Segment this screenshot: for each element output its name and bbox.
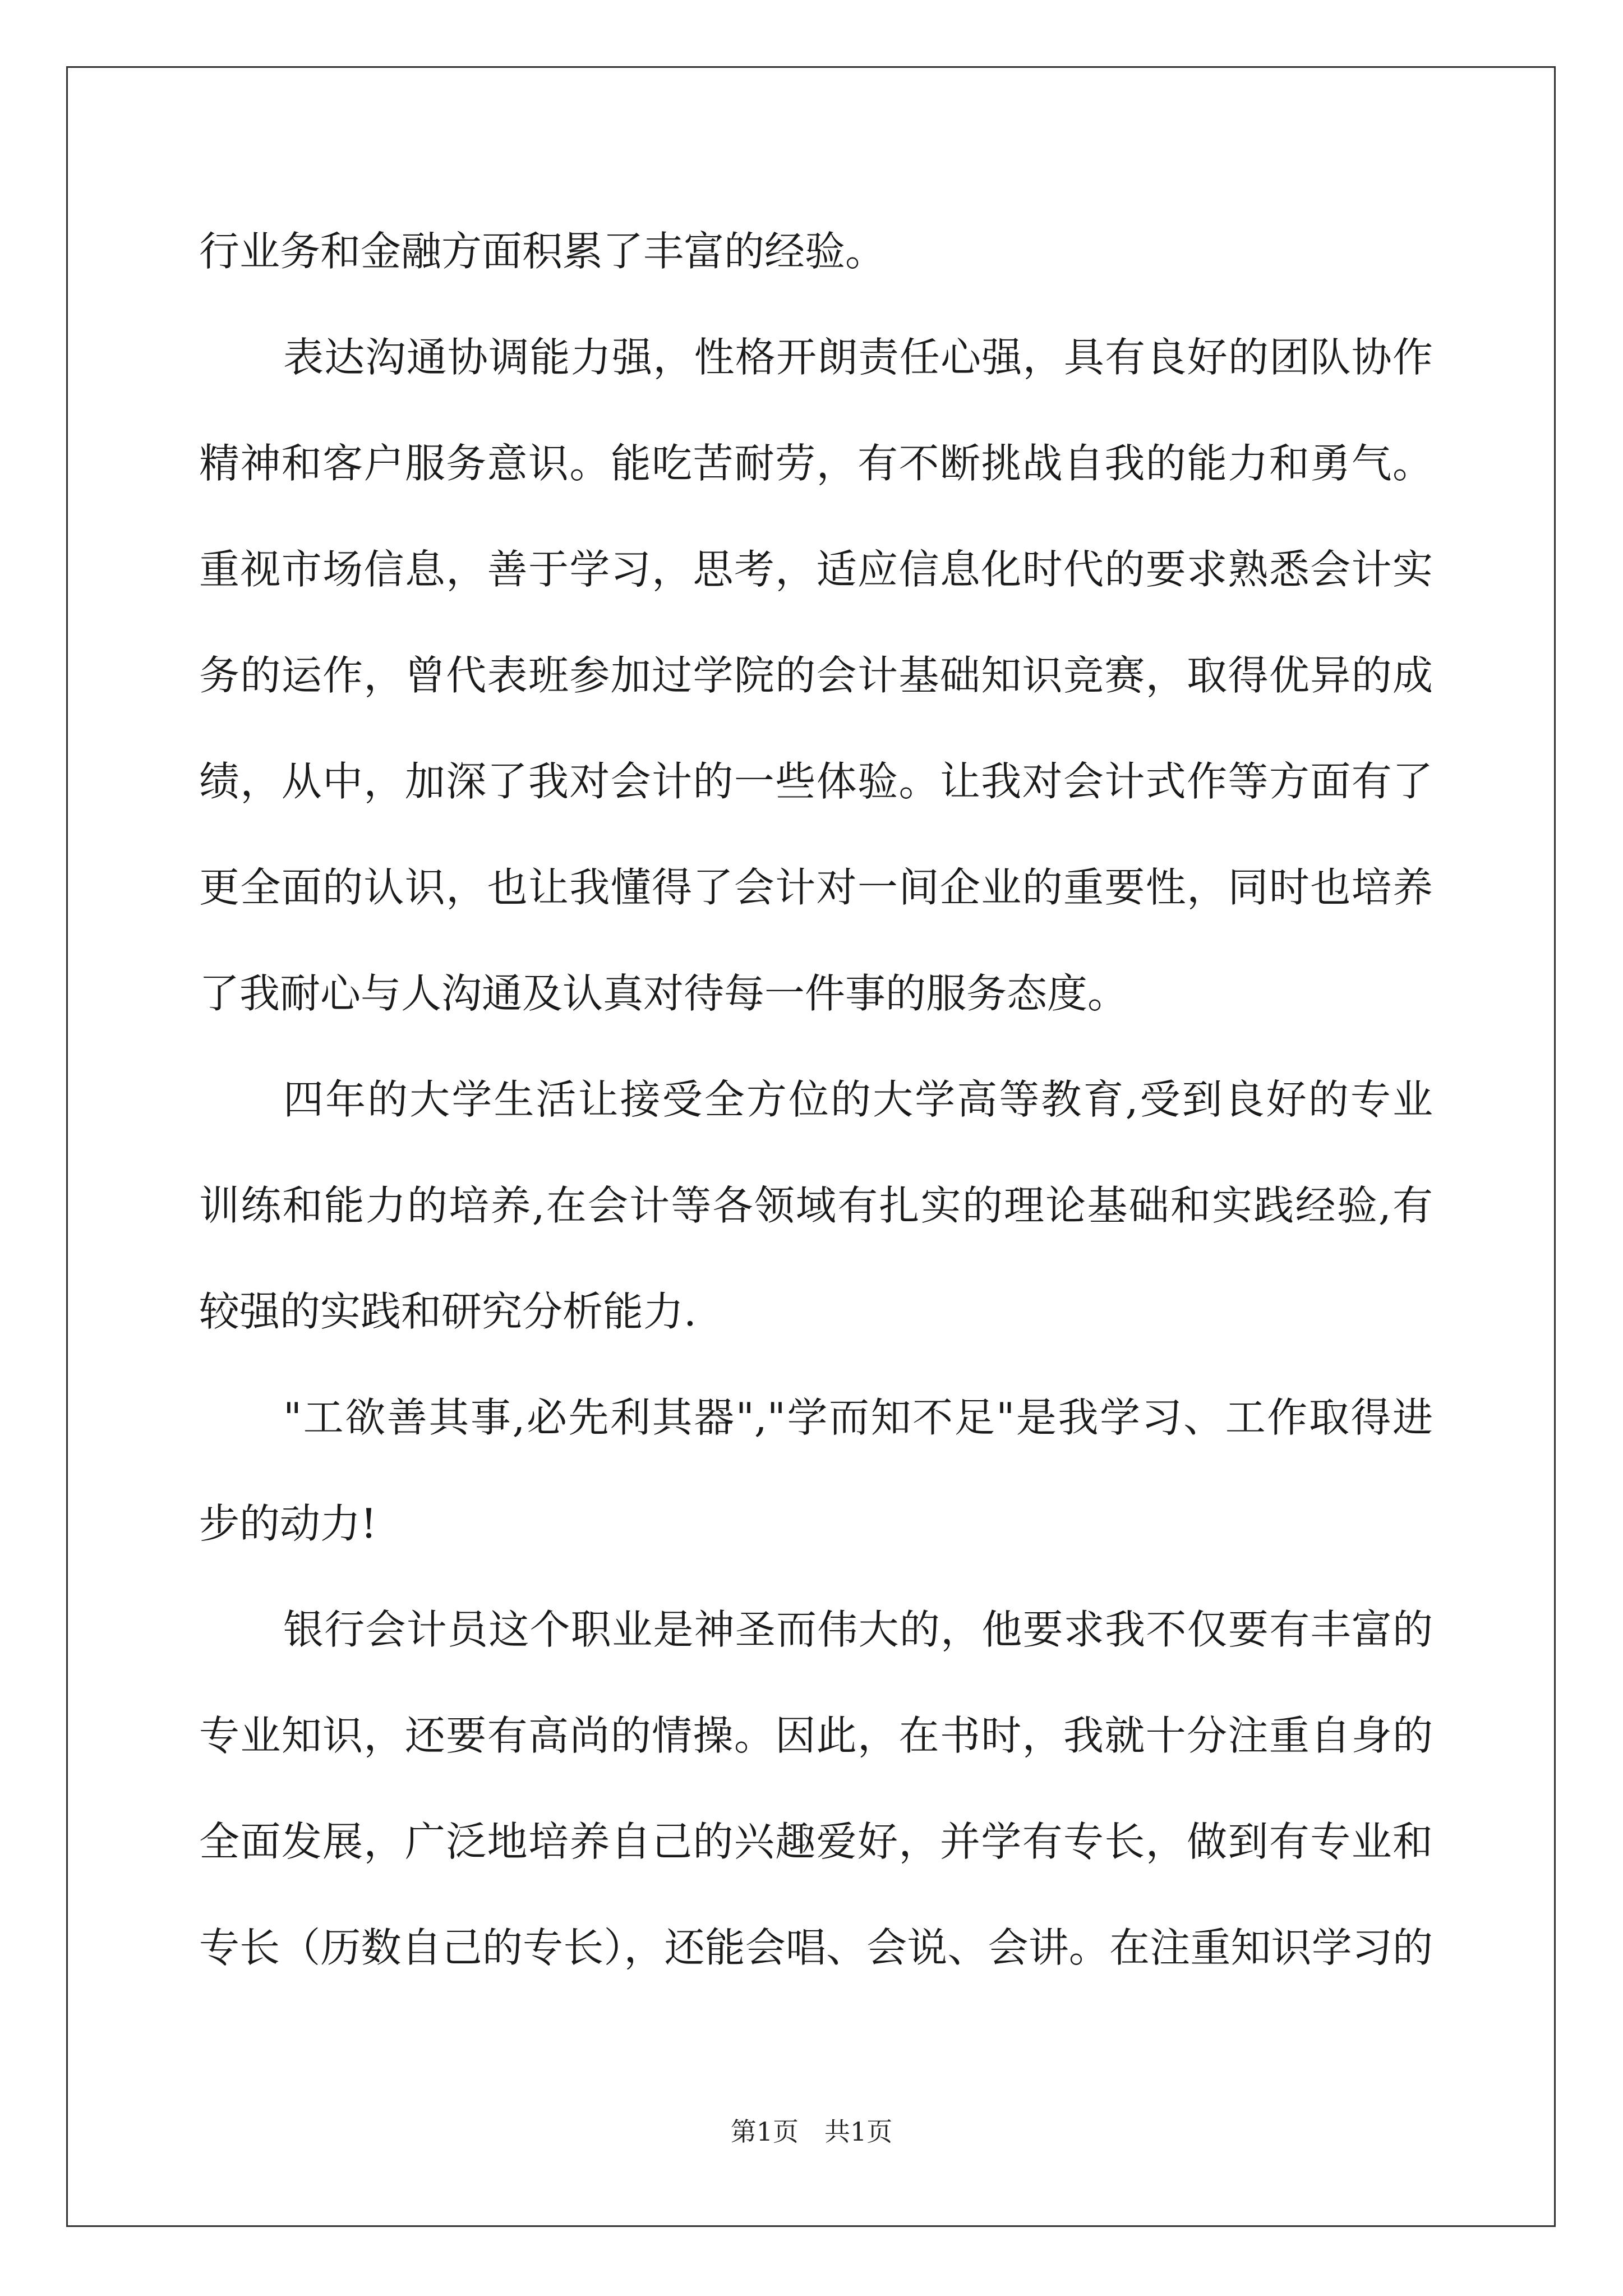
text-line: 重视市场信息，善于学习，思考，适应信息化时代的要求熟悉会计实 xyxy=(199,546,1433,593)
text-line: 专长（历数自己的专长），还能会唱、会说、会讲。在注重知识学习的 xyxy=(199,1924,1433,1971)
text-line: 全面发展，广泛地培养自己的兴趣爱好，并学有专长，做到有专业和 xyxy=(199,1818,1433,1865)
page-footer: 第1页 共1页 xyxy=(730,2116,893,2147)
page-border xyxy=(66,66,1556,2227)
text-line: 精神和客户服务意识。能吃苦耐劳，有不断挑战自我的能力和勇气。 xyxy=(199,440,1433,487)
text-line: 银行会计员这个职业是神圣而伟大的，他要求我不仅要有丰富的 xyxy=(283,1606,1433,1653)
text-line: 务的运作，曾代表班参加过学院的会计基础知识竞赛，取得优异的成 xyxy=(199,652,1433,699)
text-line: 更全面的认识，也让我懂得了会计对一间企业的重要性，同时也培养 xyxy=(199,864,1433,911)
text-line: 了我耐心与人沟通及认真对待每一件事的服务态度。 xyxy=(199,970,1128,1017)
text-line: "工欲善其事,必先利其器","学而知不足"是我学习、工作取得进 xyxy=(283,1394,1433,1441)
text-line: 较强的实践和研究分析能力. xyxy=(199,1288,697,1335)
text-line: 行业务和金融方面积累了丰富的经验。 xyxy=(199,228,886,275)
text-line: 表达沟通协调能力强，性格开朗责任心强，具有良好的团队协作 xyxy=(283,334,1433,381)
text-line: 绩，从中，加深了我对会计的一些体验。让我对会计式作等方面有了 xyxy=(199,758,1433,805)
text-line: 步的动力! xyxy=(199,1500,377,1547)
text-line: 训练和能力的培养,在会计等各领域有扎实的理论基础和实践经验,有 xyxy=(199,1182,1433,1229)
text-line: 专业知识，还要有高尚的情操。因此，在书时，我就十分注重自身的 xyxy=(199,1712,1433,1759)
text-line: 四年的大学生活让接受全方位的大学高等教育,受到良好的专业 xyxy=(283,1076,1433,1123)
